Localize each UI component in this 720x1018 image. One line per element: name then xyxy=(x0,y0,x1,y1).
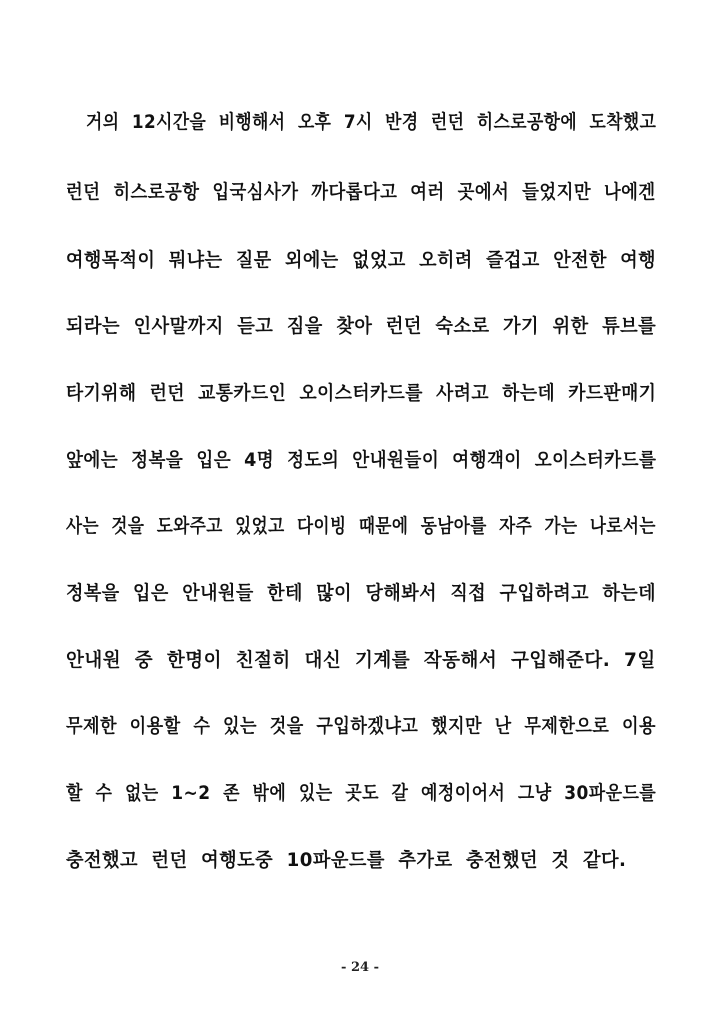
text-line-7: 사는 것을 도와주고 있었고 다이빙 때문에 동남아를 자주 가는 나로서는 xyxy=(66,515,656,537)
text-line-9: 안내원 중 한명이 친절히 대신 기계를 작동해서 구입해준다. 7일 xyxy=(66,649,656,671)
text-line-1: 거의 12시간을 비행해서 오후 7시 반경 런던 히스로공항에 도착했고 xyxy=(86,111,657,133)
text-line-11: 할 수 없는 1~2 존 밖에 있는 곳도 갈 예정이어서 그냥 30파운드를 xyxy=(66,782,657,804)
page-number: - 24 - xyxy=(341,960,379,975)
text-line-5: 타기위해 런던 교통카드인 오이스터카드를 사려고 하는데 카드판매기 xyxy=(66,382,657,404)
text-line-10: 무제한 이용할 수 있는 것을 구입하겠냐고 했지만 난 무제한으로 이용 xyxy=(66,715,656,737)
text-line-3: 여행목적이 뭐냐는 질문 외에는 없었고 오히려 즐겁고 안전한 여행 xyxy=(66,249,657,271)
text-line-2: 런던 히스로공항 입국심사가 까다롭다고 여러 곳에서 들었지만 나에겐 xyxy=(66,181,656,203)
text-line-8: 정복을 입은 안내원들 한테 많이 당해봐서 직접 구입하려고 하는데 xyxy=(66,582,657,604)
text-line-4: 되라는 인사말까지 듣고 짐을 찾아 런던 숙소로 가기 위한 튜브를 xyxy=(66,315,657,337)
text-line-6: 앞에는 정복을 입은 4명 정도의 안내원들이 여행객이 오이스터카드를 xyxy=(66,449,657,471)
text-line-12: 충전했고 런던 여행도중 10파운드를 추가로 충전했던 것 같다. xyxy=(66,849,627,871)
